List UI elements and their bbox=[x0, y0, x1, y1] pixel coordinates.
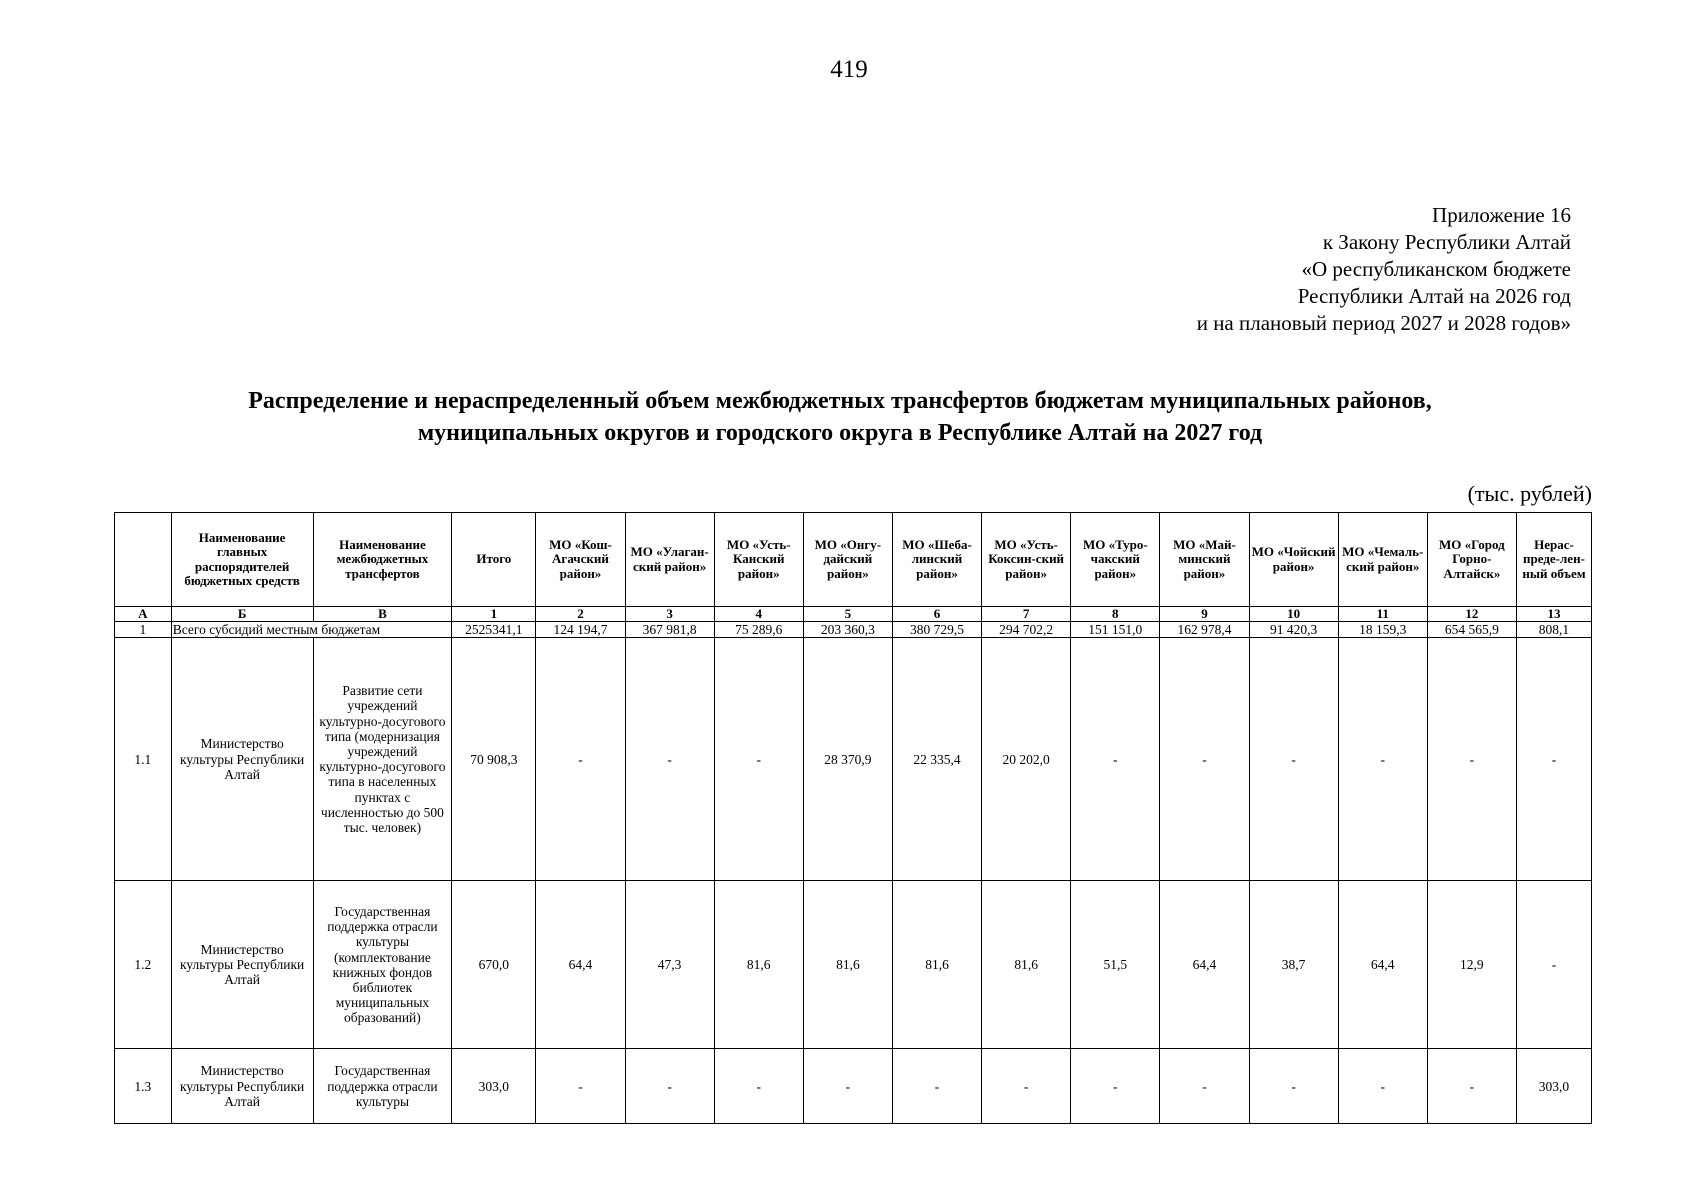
column-header: МО «Кош-Агачский район» bbox=[536, 513, 625, 607]
column-header bbox=[115, 513, 172, 607]
value-cell: 75 289,6 bbox=[714, 622, 803, 638]
document-title bbox=[100, 385, 1580, 449]
value-cell: 81,6 bbox=[803, 881, 892, 1049]
column-index: А bbox=[115, 607, 172, 622]
column-header: МО «Улаган-ский район» bbox=[625, 513, 714, 607]
column-header: МО «Усть-Коксин-ский район» bbox=[982, 513, 1071, 607]
value-cell: - bbox=[536, 638, 625, 881]
value-cell: 47,3 bbox=[625, 881, 714, 1049]
value-cell: - bbox=[1249, 1049, 1338, 1124]
ministry-cell: Министерство культуры Республики Алтай bbox=[171, 638, 313, 881]
appendix-line: Приложение 16 bbox=[1432, 203, 1571, 227]
column-index: 3 bbox=[625, 607, 714, 622]
row-number: 1.1 bbox=[115, 638, 172, 881]
column-index: В bbox=[313, 607, 452, 622]
value-cell: 28 370,9 bbox=[803, 638, 892, 881]
page-number: 419 bbox=[830, 56, 868, 83]
value-cell: 670,0 bbox=[452, 881, 536, 1049]
value-cell: - bbox=[1071, 638, 1160, 881]
value-cell: - bbox=[892, 1049, 981, 1124]
value-cell: - bbox=[803, 1049, 892, 1124]
column-header: Нерас-преде-лен-ный объем bbox=[1516, 513, 1591, 607]
column-header: Итого bbox=[452, 513, 536, 607]
column-header: МО «Чойский район» bbox=[1249, 513, 1338, 607]
value-cell: 303,0 bbox=[1516, 1049, 1591, 1124]
value-cell: 654 565,9 bbox=[1427, 622, 1516, 638]
value-cell: 367 981,8 bbox=[625, 622, 714, 638]
value-cell: - bbox=[1160, 638, 1249, 881]
column-index: 9 bbox=[1160, 607, 1249, 622]
column-index: 10 bbox=[1249, 607, 1338, 622]
column-index: 5 bbox=[803, 607, 892, 622]
value-cell: 51,5 bbox=[1071, 881, 1160, 1049]
transfers-table bbox=[114, 512, 1592, 1124]
column-index: 6 bbox=[892, 607, 981, 622]
value-cell: 12,9 bbox=[1427, 881, 1516, 1049]
value-cell: 294 702,2 bbox=[982, 622, 1071, 638]
value-cell: - bbox=[1427, 638, 1516, 881]
appendix-line: «О республиканском бюджете bbox=[1301, 257, 1571, 281]
value-cell: 808,1 bbox=[1516, 622, 1591, 638]
table-header-row bbox=[115, 513, 1592, 607]
column-header: МО «Май-минский район» bbox=[1160, 513, 1249, 607]
table-row bbox=[115, 881, 1592, 1049]
total-label: Всего субсидий местным бюджетам bbox=[171, 622, 452, 638]
column-header: Наименование межбюджетных трансфертов bbox=[313, 513, 452, 607]
value-cell: 151 151,0 bbox=[1071, 622, 1160, 638]
value-cell: - bbox=[982, 1049, 1071, 1124]
value-cell: 38,7 bbox=[1249, 881, 1338, 1049]
table-row bbox=[115, 1049, 1592, 1124]
value-cell: 2525341,1 bbox=[452, 622, 536, 638]
column-index: 2 bbox=[536, 607, 625, 622]
title-line: Распределение и нераспределенный объем межбюджетных трансфертов бюджетам муниципальных районов, bbox=[248, 388, 1432, 414]
value-cell: - bbox=[1071, 1049, 1160, 1124]
value-cell: - bbox=[625, 1049, 714, 1124]
row-number: 1 bbox=[115, 622, 172, 638]
column-index: Б bbox=[171, 607, 313, 622]
transfer-cell: Государственная поддержка отрасли культуры (комплектование книжных фондов библиотек муниципальных образований) bbox=[313, 881, 452, 1049]
value-cell: 64,4 bbox=[1160, 881, 1249, 1049]
value-cell: - bbox=[1160, 1049, 1249, 1124]
value-cell: 162 978,4 bbox=[1160, 622, 1249, 638]
value-cell: - bbox=[1516, 638, 1591, 881]
value-cell: 303,0 bbox=[452, 1049, 536, 1124]
title-line: муниципальных округов и городского округа в Республике Алтай на 2027 год bbox=[417, 420, 1263, 446]
appendix-reference bbox=[1197, 202, 1571, 337]
value-cell: 18 159,3 bbox=[1338, 622, 1427, 638]
value-cell: 22 335,4 bbox=[892, 638, 981, 881]
value-cell: 91 420,3 bbox=[1249, 622, 1338, 638]
column-index: 13 bbox=[1516, 607, 1591, 622]
ministry-cell: Министерство культуры Республики Алтай bbox=[171, 1049, 313, 1124]
appendix-line: и на плановый период 2027 и 2028 годов» bbox=[1196, 311, 1571, 335]
column-index: 12 bbox=[1427, 607, 1516, 622]
column-header: Наименование главных распорядителей бюджетных средств bbox=[171, 513, 313, 607]
value-cell: 81,6 bbox=[892, 881, 981, 1049]
transfer-cell: Государственная поддержка отрасли культуры bbox=[313, 1049, 452, 1124]
value-cell: 81,6 bbox=[982, 881, 1071, 1049]
value-cell: - bbox=[1427, 1049, 1516, 1124]
value-cell: 203 360,3 bbox=[803, 622, 892, 638]
ministry-cell: Министерство культуры Республики Алтай bbox=[171, 881, 313, 1049]
column-index: 7 bbox=[982, 607, 1071, 622]
value-cell: - bbox=[1338, 1049, 1427, 1124]
appendix-line: к Закону Республики Алтай bbox=[1322, 230, 1571, 254]
value-cell: - bbox=[1249, 638, 1338, 881]
value-cell: 70 908,3 bbox=[452, 638, 536, 881]
value-cell: 124 194,7 bbox=[536, 622, 625, 638]
column-index-row bbox=[115, 607, 1592, 622]
column-index: 8 bbox=[1071, 607, 1160, 622]
column-header: МО «Город Горно-Алтайск» bbox=[1427, 513, 1516, 607]
value-cell: 64,4 bbox=[1338, 881, 1427, 1049]
value-cell: 81,6 bbox=[714, 881, 803, 1049]
column-header: МО «Онгу-дайский район» bbox=[803, 513, 892, 607]
units-label: (тыс. рублей) bbox=[1467, 481, 1592, 506]
appendix-line: Республики Алтай на 2026 год bbox=[1297, 284, 1571, 308]
table-row bbox=[115, 638, 1592, 881]
value-cell: - bbox=[1516, 881, 1591, 1049]
column-index: 4 bbox=[714, 607, 803, 622]
value-cell: - bbox=[1338, 638, 1427, 881]
transfer-cell: Развитие сети учреждений культурно-досугового типа (модернизация учреждений культурно-досугового типа в населенных пунктах с численностью до 500 тыс. человек) bbox=[313, 638, 452, 881]
value-cell: 380 729,5 bbox=[892, 622, 981, 638]
value-cell: - bbox=[714, 1049, 803, 1124]
column-index: 1 bbox=[452, 607, 536, 622]
column-header: МО «Усть-Канский район» bbox=[714, 513, 803, 607]
table-total-row bbox=[115, 622, 1592, 638]
column-header: МО «Шеба-линский район» bbox=[892, 513, 981, 607]
column-header: МО «Чемаль-ский район» bbox=[1338, 513, 1427, 607]
column-index: 11 bbox=[1338, 607, 1427, 622]
row-number: 1.3 bbox=[115, 1049, 172, 1124]
value-cell: 20 202,0 bbox=[982, 638, 1071, 881]
column-header: МО «Туро-чакский район» bbox=[1071, 513, 1160, 607]
value-cell: 64,4 bbox=[536, 881, 625, 1049]
value-cell: - bbox=[714, 638, 803, 881]
row-number: 1.2 bbox=[115, 881, 172, 1049]
value-cell: - bbox=[536, 1049, 625, 1124]
value-cell: - bbox=[625, 638, 714, 881]
